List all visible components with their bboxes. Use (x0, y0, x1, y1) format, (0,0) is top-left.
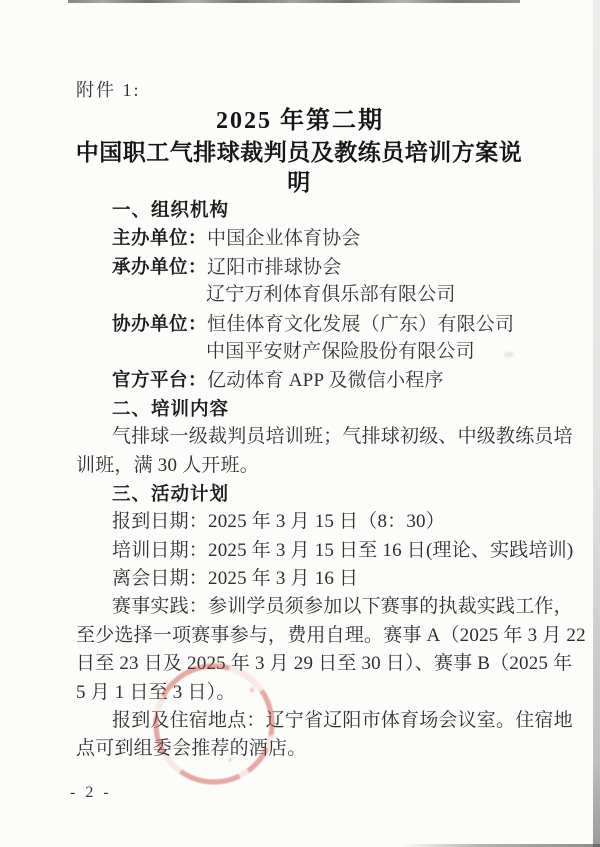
schedule-line-practice: 赛事实践：参训学员须参加以下赛事的执裁实践工作， (112, 596, 573, 618)
schedule-line: 点可到组委会推荐的酒店。 (76, 738, 307, 760)
org-row-value: 亿动体育 APP 及微信小程序 (207, 370, 444, 392)
org-row-coorganizer (76, 310, 524, 338)
scan-edge-top-artifact (68, 0, 520, 3)
document-content (75, 79, 586, 764)
section2-heading: 二、培训内容 (112, 397, 230, 419)
page-number: - 2 - (70, 784, 112, 801)
org-row-label: 主办单位： (112, 227, 208, 249)
schedule-line: 日至 23 日及 2025 年 3 月 29 日至 30 日）、赛事 B（2025 年 (76, 653, 573, 675)
org-row-coorganizer-cont (76, 338, 524, 366)
attachment-label: 附件 1: (76, 80, 141, 100)
training-content-line: 气排球一级裁判员培训班；气排球初级、中级教练员培 (112, 426, 573, 448)
org-row-value: 中国平安财产保险股份有限公司 (206, 340, 475, 362)
org-row-value: 辽宁万利体育俱乐部有限公司 (206, 284, 456, 306)
schedule-line: 5 月 1 日至 3 日）。 (76, 681, 236, 703)
schedule-line: 至少选择一项赛事参与，费用自理。赛事 A（2025 年 3 月 22 (76, 624, 586, 646)
org-row-platform (76, 366, 524, 394)
schedule-line-departure: 离会日期：2025 年 3 月 16 日 (112, 568, 359, 590)
org-row-undertaker (76, 253, 524, 281)
schedule-line-lodging: 报到及住宿地点：辽宁省辽阳市体育场会议室。住宿地 (112, 710, 573, 732)
section1-heading: 一、组织机构 (112, 199, 230, 220)
org-row-host (76, 224, 524, 252)
schedule-line-checkin: 报到日期：2025 年 3 月 15 日（8：30） (112, 511, 445, 533)
org-row-value: 中国企业体育协会 (207, 228, 361, 250)
schedule-line-training: 培训日期：2025 年 3 月 15 日至 16 日(理论、实践培训) (112, 539, 574, 561)
org-row-label: 官方平台： (112, 369, 208, 391)
org-row-undertaker-cont (76, 281, 524, 309)
org-row-value: 恒佳体育文化发展（广东）有限公司 (207, 313, 515, 335)
org-row-label: 承办单位： (112, 255, 208, 277)
doc-title-line2: 中国职工气排球裁判员及教练员培训方案说明 (75, 140, 523, 195)
section3-heading: 三、活动计划 (112, 482, 230, 504)
training-content-line: 训班，满 30 人开班。 (76, 454, 259, 476)
doc-title-line1: 2025 年第二期 (216, 108, 384, 134)
scan-edge-right-artifact (593, 0, 600, 847)
org-row-label: 协办单位： (112, 312, 208, 334)
org-row-value: 辽阳市排球协会 (207, 256, 342, 278)
